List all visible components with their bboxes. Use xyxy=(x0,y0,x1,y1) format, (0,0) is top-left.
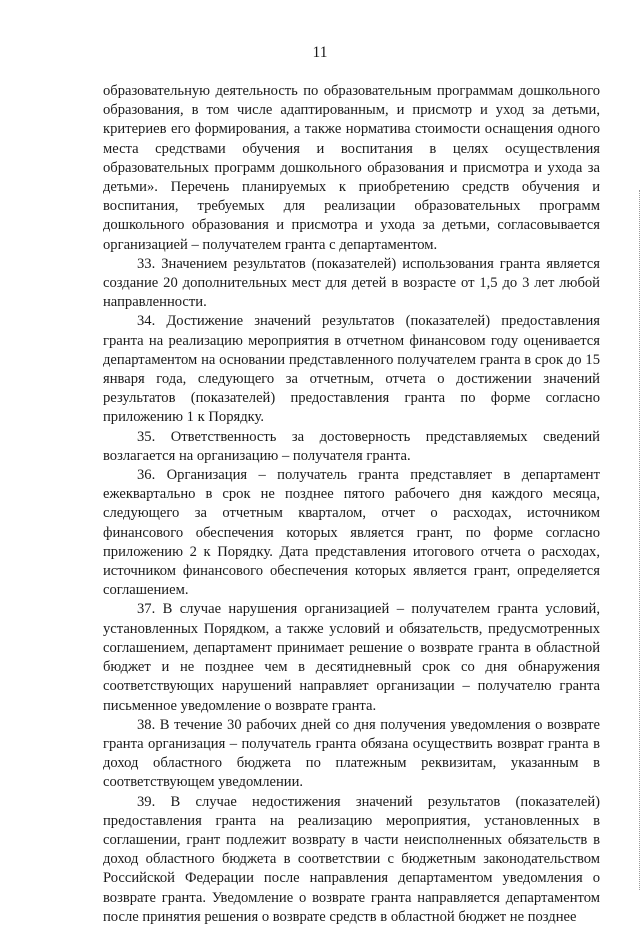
page-number: 11 xyxy=(312,44,328,61)
paragraph-39: 39. В случае недостижения значений результатов (показателей) предоставления гранта на реализацию мероприятия, установленных в соглашении, грант подлежит возврату в части неисполненных обязательств в доход областного бюджета в соответствии с бюджетным законодательством Российской Федерации после направления департаментом уведомления о возврате гранта. Уведомление о возврате гранта направляется департаментом после принятия решения о возврате средств в областной бюджет не позднее xyxy=(103,793,600,925)
paragraph-38: 38. В течение 30 рабочих дней со дня получения уведомления о возврате гранта организация – получатель гранта обязана осуществить возврат гранта в доход областного бюджета по платежным реквизитам, указанным в соответствующем уведомлении. xyxy=(103,716,600,791)
paragraph-37: 37. В случае нарушения организацией – получателем гранта условий, установленных Порядком, а также условий и обязательств, предусмотренных соглашением, департамент принимает решение о возврате гранта в областной бюджет и не позднее чем в десятидневный срок со дня обнаружения соответствующих нарушений направляет организации – получателю гранта письменное уведомление о возврате гранта. xyxy=(103,601,600,714)
paragraph-35: 35. Ответственность за достоверность представляемых сведений возлагается на организацию – получателя гранта. xyxy=(103,428,600,464)
paragraph-36: 36. Организация – получатель гранта представляет в департамент ежеквартально в срок не позднее пятого рабочего дня каждого месяца, следующего за отчетным кварталом, отчет о расходах, источником финансового обеспечения которых является грант, по форме согласно приложению 2 к Порядку. Дата представления итогового отчета о расходах, источником финансового обеспечения которых является грант, определяется соглашением. xyxy=(103,467,600,599)
scan-edge-mark xyxy=(635,190,640,890)
document-body xyxy=(103,82,600,927)
paragraph-33: 33. Значением результатов (показателей) использования гранта является создание 20 дополнительных мест для детей в возрасте от 1,5 до 3 лет любой направленности. xyxy=(103,255,600,311)
paragraph-continuation: образовательную деятельность по образовательным программам дошкольного образования, в том числе адаптированным, и присмотр и уход за детьми, критериев его формирования, а также норматива стоимости оснащения одного места средствами обучения и воспитания в целях осуществления образовательных программ дошкольного образования и присмотра и ухода за детьми». Перечень планируемых к приобретению средств обучения и воспитания, требуемых для реализации образовательных программ дошкольного образования и присмотра и ухода за детьми, согласовывается организацией – получателем гранта с департаментом. xyxy=(103,83,600,253)
paragraph-34: 34. Достижение значений результатов (показателей) предоставления гранта на реализацию мероприятия в отчетном финансовом году оценивается департаментом на основании представленного получателем гранта в срок до 15 января года, следующего за отчетным, отчета о достижении значений результатов (показателей) предоставления гранта по форме согласно приложению 1 к Порядку. xyxy=(103,313,600,426)
